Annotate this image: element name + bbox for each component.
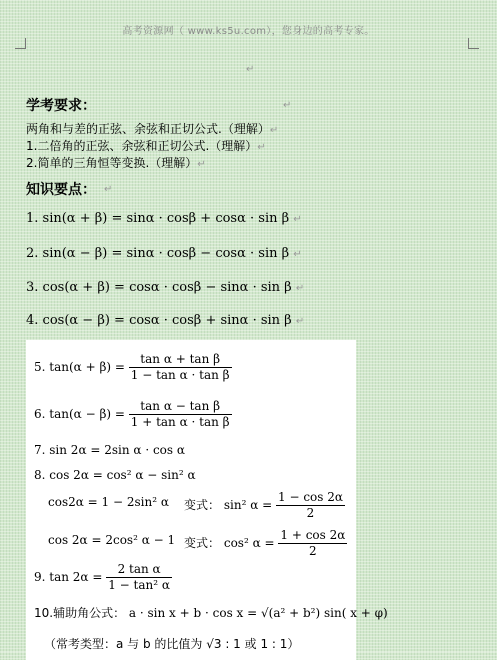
paragraph-mark: ↵ (257, 142, 266, 153)
variant-cosine-squared (184, 528, 347, 559)
requirement-item (26, 120, 278, 137)
formula-double-sine: 7. sin 2α = 2sin α · cos α (34, 443, 185, 457)
formula-left: cos 2α = 2cos² α − 1 (48, 533, 176, 547)
formula-double-tangent (34, 562, 172, 593)
formula-double-cosine-variant-a (48, 495, 169, 509)
paragraph-mark: ↵ (104, 184, 113, 195)
formula-auxiliary-angle (34, 604, 388, 621)
formula-double-cosine: 8. cos 2α = cos² α − sin² α (34, 468, 196, 482)
formula-diff-sine (26, 246, 302, 261)
formula-double-cosine-variant-b (48, 533, 175, 547)
paragraph-mark: ↵ (197, 159, 206, 170)
denominator: 1 − tan² α (108, 578, 170, 592)
formula-label: 10.辅助角公式： (34, 606, 126, 620)
paragraph-mark: ↵ (293, 249, 302, 260)
paragraph-mark: ↵ (293, 214, 302, 225)
fraction (129, 399, 232, 430)
knowledge-heading: 知识要点： (26, 182, 96, 198)
numerator: tan α + tan β (129, 352, 232, 368)
requirement-text: 1.二倍角的正弦、余弦和正切公式.（理解） (26, 139, 258, 153)
fraction (276, 490, 345, 521)
paragraph-mark: ↵ (295, 283, 305, 294)
formula-text: 3. cos(α + β) = cosα · cosβ − sinα · sin β (26, 280, 292, 295)
paragraph-mark: ↵ (246, 64, 255, 75)
formula-tan-diff (34, 399, 232, 430)
formula-label: 5. tan(α + β) = (34, 360, 125, 374)
fraction (129, 352, 232, 383)
variant-sine-squared (184, 490, 345, 521)
requirement-item (26, 137, 266, 154)
variant-label: 变式： (184, 498, 221, 512)
formula-label: 9. tan 2α = (34, 570, 103, 584)
formula-label: 6. tan(α − β) = (34, 407, 125, 421)
corner-mark-left (15, 38, 26, 49)
formula-text: 4. cos(α − β) = cosα · cosβ + sinα · sin β (26, 313, 292, 328)
variant-lhs: cos² α = (223, 536, 275, 550)
numerator: 1 − cos 2α (278, 490, 343, 504)
formula-left: cos2α = 1 − 2sin² α (48, 495, 169, 509)
page-header: 高考资源网（ www.ks5u.com），您身边的高考专家。 (122, 26, 375, 37)
denominator: 1 + tan α · tan β (130, 415, 230, 429)
formula-text: 2. sin(α − β) = sinα · cosβ − cosα · sin β (26, 246, 290, 261)
corner-mark-right (468, 38, 479, 49)
denominator: 1 − tan α · tan β (130, 368, 230, 382)
numerator: tan α − tan β (129, 399, 232, 415)
variant-lhs: sin² α = (223, 498, 273, 512)
formula-diff-cosine (26, 313, 304, 328)
fraction (278, 528, 347, 559)
requirements-heading: 学考要求： (26, 98, 96, 114)
denominator: 2 (309, 544, 317, 558)
requirement-text: 2.简单的三角恒等变换.（理解） (26, 156, 198, 170)
formula-sum-cosine (26, 280, 304, 295)
formula-expression: a · sin x + b · cos x = √(a² + b²) sin( x + φ) (128, 606, 388, 620)
common-type-note: （常考类型：a 与 b 的比值为 √3 : 1 或 1 : 1） (44, 637, 300, 651)
formula-tan-sum (34, 352, 232, 383)
requirement-text: 两角和与差的正弦、余弦和正切公式.（理解） (26, 122, 270, 136)
formula-box (26, 340, 388, 660)
paragraph-mark: ↵ (283, 100, 292, 111)
variant-label: 变式： (184, 536, 221, 550)
formula-text: 1. sin(α + β) = sinα · cosβ + cosα · sin β (26, 211, 290, 226)
numerator: 1 + cos 2α (280, 528, 346, 542)
formula-sum-sine (26, 211, 302, 226)
fraction (106, 562, 172, 593)
paragraph-mark: ↵ (295, 316, 305, 327)
paragraph-mark: ↵ (269, 125, 279, 136)
numerator: 2 tan α (106, 562, 172, 578)
denominator: 2 (306, 506, 315, 520)
requirement-item (26, 154, 206, 171)
